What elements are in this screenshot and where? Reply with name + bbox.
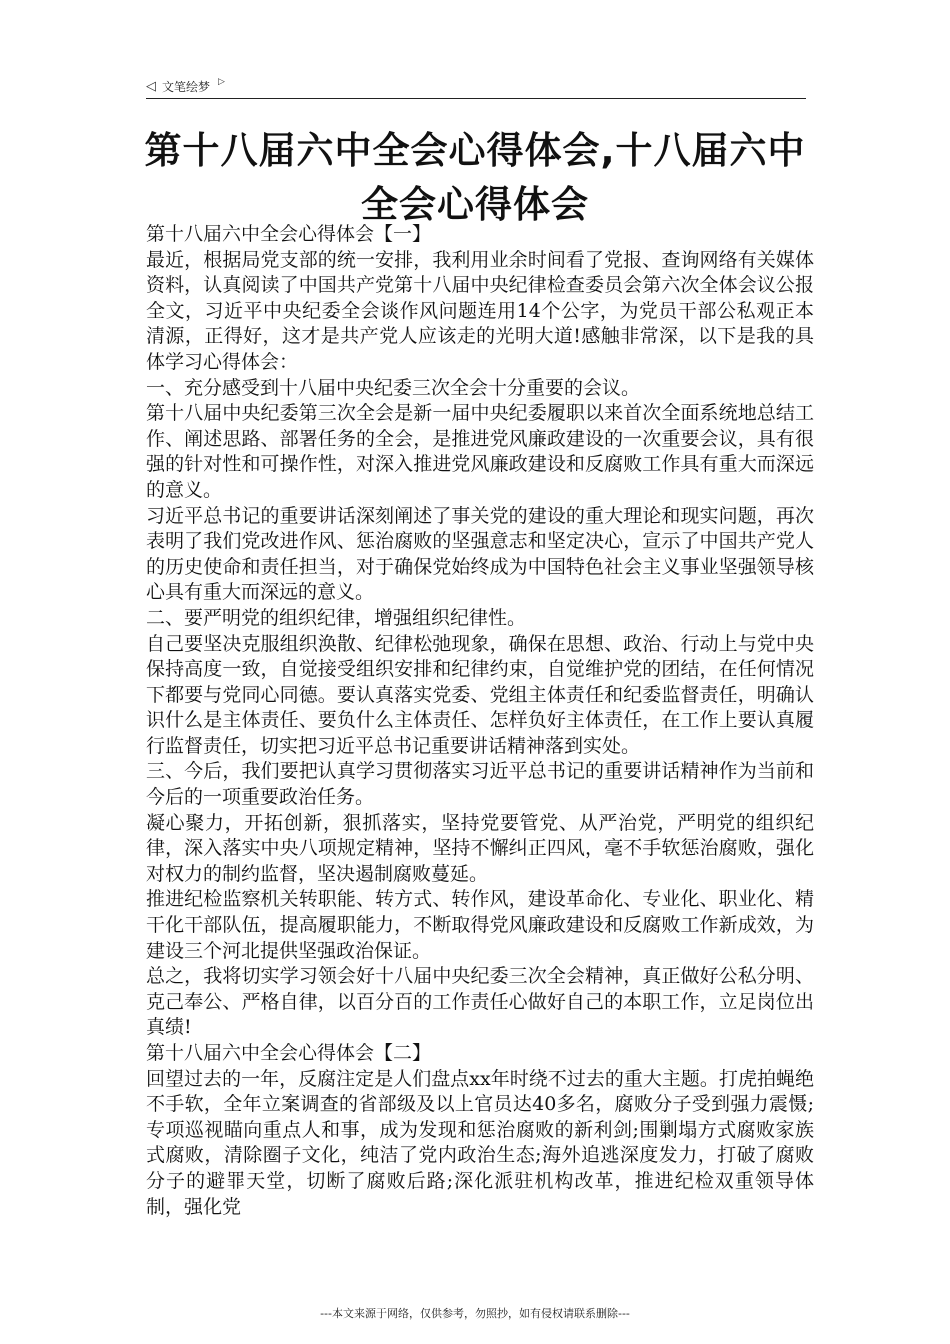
paragraph: 最近，根据局党支部的统一安排，我利用业余时间看了党报、查询网络有关媒体资料，认真阅读了中国共产党第十八届中央纪律检查委员会第六次全体会议公报全文，习近平中央纪委全会谈作风问题连用14个公字，为党员干部公私观正本清源，正得好，这才是共产党人应该走的光明大道!感触非常深，以下是我的具体学习心得体会： — [146, 248, 814, 373]
paragraph: 第十八届中央纪委第三次全会是新一届中央纪委履职以来首次全面系统地总结工作、阐述思路、部署任务的全会，是推进党风廉政建设的一次重要会议，具有很强的针对性和可操作性，对深入推进党风廉政建设和反腐败工作具有重大而深远的意义。 — [146, 402, 814, 501]
subheading: 三、今后，我们要把认真学习贯彻落实习近平总书记的重要讲话精神作为当前和今后的一项重要政治任务。 — [146, 760, 814, 809]
paragraph: 自己要坚决克服组织涣散、纪律松弛现象，确保在思想、政治、行动上与党中央保持高度一致，自觉接受组织安排和纪律约束，自觉维护党的团结，在任何情况下都要与党同心同德。要认真落实党委、党组主体责任和纪委监督责任，明确认识什么是主体责任、要负什么主体责任、怎样负好主体责任，在工作上要认真履行监督责任，切实把习近平总书记重要讲话精神落到实处。 — [146, 632, 814, 757]
subheading: 二、要严明党的组织纪律，增强组织纪律性。 — [146, 606, 527, 629]
paragraph: 总之，我将切实学习领会好十八届中央纪委三次全会精神，真正做好公私分明、克己奉公、严格自律，以百分百的工作责任心做好自己的本职工作，立足岗位出真绩! — [146, 965, 814, 1039]
section-heading: 第十八届六中全会心得体会【二】 — [146, 1042, 432, 1064]
document-title: 第十八届六中全会心得体会,十八届六中全会心得体会 — [144, 129, 806, 226]
paragraph: 推进纪检监察机关转职能、转方式、转作风，建设革命化、专业化、职业化、精干化干部队伍，提高履职能力，不断取得党风廉政建设和反腐败工作新成效，为建设三个河北提供坚强政治保证。 — [146, 888, 814, 962]
triangle-right-icon: ▷ — [218, 77, 225, 87]
section-heading: 第十八届六中全会心得体会【一】 — [146, 223, 432, 245]
brand-name: 文笔绘梦 — [162, 79, 211, 94]
paragraph: 凝心聚力，开拓创新，狠抓落实，坚持党要管党、从严治党，严明党的组织纪律，深入落实中央八项规定精神，坚持不懈纠正四风，毫不手软惩治腐败，强化对权力的制约监督，坚决遏制腐败蔓延。 — [146, 811, 814, 885]
paragraph: 回望过去的一年，反腐注定是人们盘点xx年时绕不过去的重大主题。打虎拍蝇绝不手软，全年立案调查的省部级及以上官员达40多名，腐败分子受到强力震慑;专项巡视瞄向重点人和事，成为发现和惩治腐败的新利剑;围剿塌方式腐败家族式腐败，清除圈子文化，纯洁了党内政治生态;海外追逃深度发力，打破了腐败分子的避罪天堂，切断了腐败后路;深化派驻机构改革，推进纪检双重领导体制，强化党 — [146, 1067, 814, 1218]
page-header — [146, 74, 806, 99]
page-footer: ---本文来源于网络，仅供参考，勿照抄，如有侵权请联系删除--- — [320, 1307, 630, 1320]
document-body — [146, 222, 814, 1220]
paragraph: 习近平总书记的重要讲话深刻阐述了事关党的建设的重大理论和现实问题，再次表明了我们党改进作风、惩治腐败的坚强意志和坚定决心，宣示了中国共产党人的历史使命和责任担当，对于确保党始终成为中国特色社会主义事业坚强领导核心具有重大而深远的意义。 — [146, 504, 814, 604]
subheading: 一、充分感受到十八届中央纪委三次全会十分重要的会议。 — [146, 376, 641, 399]
triangle-left-icon: ◁ — [146, 78, 156, 94]
